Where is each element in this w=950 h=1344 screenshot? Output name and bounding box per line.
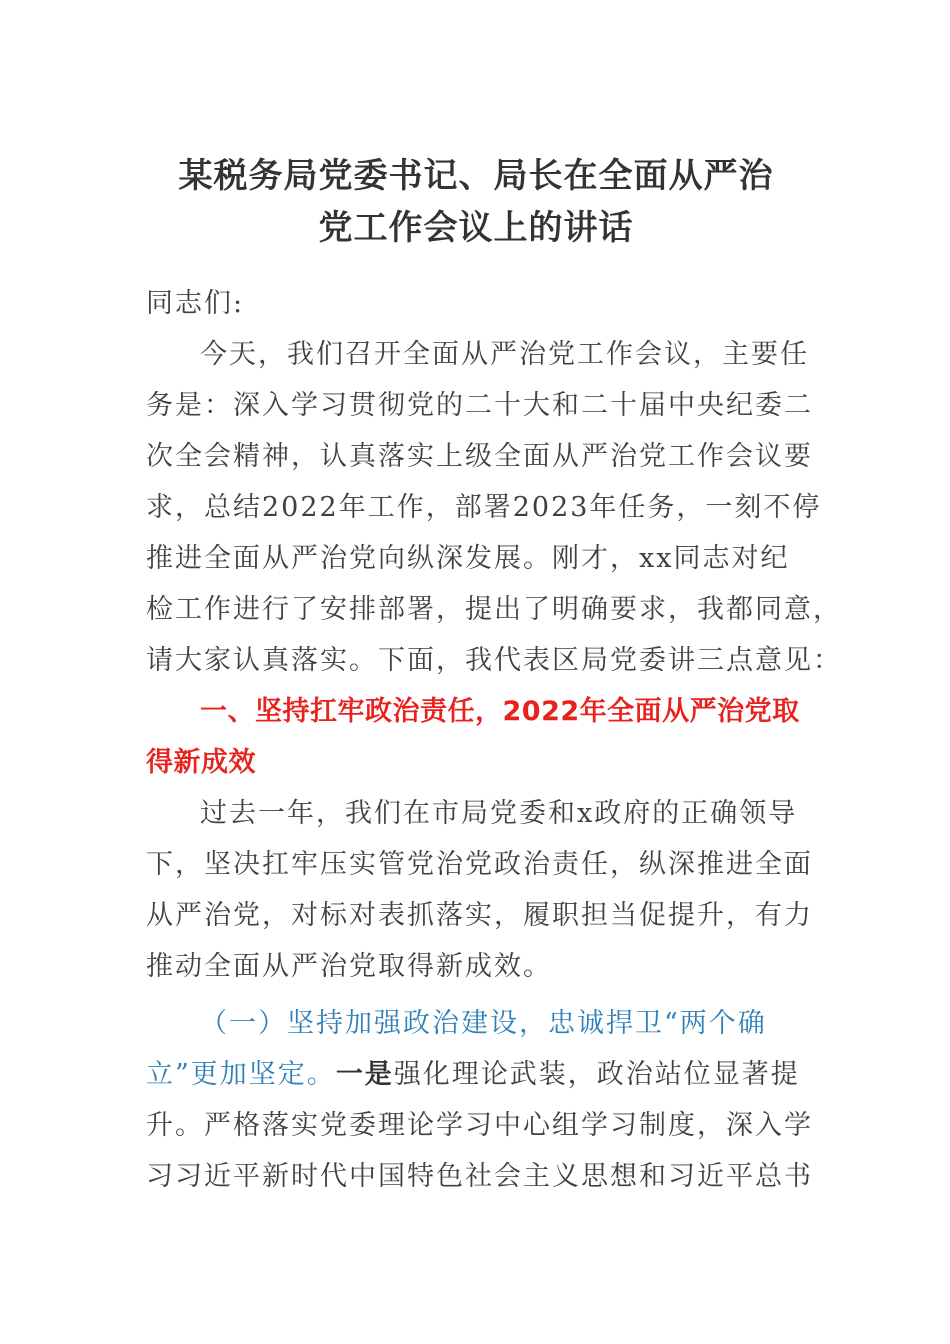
subheading-line: （一）坚持加强政治建设，忠诚捍卫“两个确 <box>200 1008 767 1039</box>
paragraph-line: 次全会精神，认真落实上级全面从严治党工作会议要 <box>146 441 813 472</box>
salutation: 同志们: <box>146 288 245 319</box>
paragraph-line: 求，总结2022年工作，部署2023年任务，一刻不停 <box>146 492 822 523</box>
paragraph-line: 务是：深入学习贯彻党的二十大和二十届中央纪委二 <box>146 390 813 421</box>
heading-line: 一、坚持扛牢政治责任，2022年全面从严治党取 <box>200 696 800 727</box>
paragraph-review <box>146 788 813 992</box>
paragraph-line: 过去一年，我们在市局党委和x政府的正确领导 <box>200 798 798 829</box>
document-title <box>146 150 806 254</box>
subheading-tail: 立”更加坚定。 <box>146 1059 336 1090</box>
title-line-2: 党工作会议上的讲话 <box>318 208 634 248</box>
paragraph-line: 推动全面从严治党取得新成效。 <box>146 951 552 982</box>
paragraph-text: 强化理论武装，政治站位显著提 <box>393 1059 800 1090</box>
document-body <box>146 278 842 1202</box>
paragraph-line: 习习近平新时代中国特色社会主义思想和习近平总书 <box>146 1161 813 1192</box>
paragraph-line: 推进全面从严治党向纵深发展。刚才，xx同志对纪 <box>146 543 790 574</box>
paragraph-line: 检工作进行了安排部署，提出了明确要求，我都同意， <box>146 594 842 625</box>
document-content <box>146 150 842 1202</box>
paragraph-line: 今天，我们召开全面从严治党工作会议，主要任 <box>200 339 809 370</box>
paragraph-line: 从严治党，对标对表抓落实，履职担当促提升，有力 <box>146 900 813 931</box>
paragraph-intro <box>146 329 842 686</box>
paragraph-line: 升。严格落实党委理论学习中心组学习制度，深入学 <box>146 1110 813 1141</box>
heading-line: 得新成效 <box>146 747 256 778</box>
paragraph-line: 下，坚决扛牢压实管党治党政治责任，纵深推进全面 <box>146 849 813 880</box>
section-heading-1 <box>146 686 806 788</box>
subheading-line-mixed <box>146 1049 806 1100</box>
title-line-1: 某税务局党委书记、局长在全面从严治 <box>178 156 774 196</box>
paragraph-line: 请大家认真落实。下面，我代表区局党委讲三点意见： <box>146 645 842 676</box>
enumeration-marker: 一是 <box>335 1059 394 1090</box>
subsection-1 <box>146 998 813 1202</box>
